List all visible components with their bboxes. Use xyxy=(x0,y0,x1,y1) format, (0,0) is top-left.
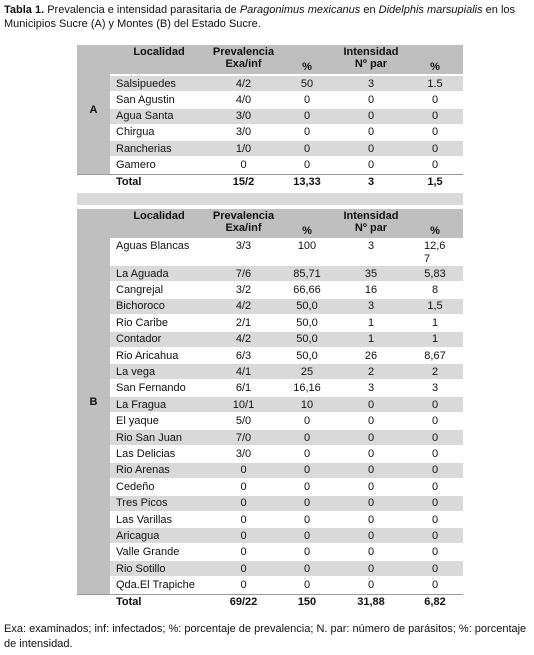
cell-loc: Las Varillas xyxy=(116,513,173,526)
cell-prev: 4/2 xyxy=(235,300,252,313)
cell-p1: 0 xyxy=(303,480,311,493)
table-row xyxy=(110,414,463,430)
caption-species-2: Didelphis marsupialis xyxy=(378,4,483,16)
cell-p2: 0 xyxy=(431,93,439,106)
cell-int: 0 xyxy=(367,529,375,542)
cell-p1: 16,16 xyxy=(293,382,321,395)
cell-prev: 4/2 xyxy=(235,333,252,346)
cell-loc: La vega xyxy=(116,365,156,378)
cell-prev: 7/0 xyxy=(235,431,252,444)
caption-text-c: en los Municipios Sucre (A) y Montes (B) del Estado Sucre. xyxy=(4,4,516,30)
total-p1: 150 xyxy=(297,596,317,608)
cell-p2: 0 xyxy=(431,562,439,575)
header-pct-prevalencia: % xyxy=(302,225,312,237)
cell-p1: 25 xyxy=(300,365,314,378)
cell-prev: 5/0 xyxy=(235,415,252,428)
cell-p1: 0 xyxy=(303,497,311,510)
cell-loc: Valle Grande xyxy=(116,546,180,559)
table-row xyxy=(110,430,463,446)
cell-prev: 0 xyxy=(240,159,247,171)
cell-int: 0 xyxy=(367,579,375,592)
table-row xyxy=(110,299,463,315)
cell-p1: 0 xyxy=(303,546,311,559)
header-localidad: Localidad xyxy=(133,210,185,222)
table-row xyxy=(110,76,463,92)
table-municipio-b xyxy=(77,209,463,614)
cell-p2: 0 xyxy=(431,126,439,139)
cell-p2: 8 xyxy=(431,283,439,296)
cell-prev: 0 xyxy=(240,579,247,592)
cell-prev: 0 xyxy=(240,464,247,477)
cell-int: 0 xyxy=(367,415,375,428)
header-pct-intensidad: % xyxy=(430,61,440,73)
cell-p2: 0 xyxy=(431,431,439,444)
cell-prev: 4/0 xyxy=(235,93,252,106)
total-p2: 1,5 xyxy=(427,175,443,188)
cell-prev: 7/6 xyxy=(235,267,252,280)
cell-int: 0 xyxy=(367,398,375,411)
cell-prev: 0 xyxy=(240,497,247,510)
total-row xyxy=(77,594,463,610)
total-prev: 15/2 xyxy=(232,175,255,188)
cell-p1: 50,0 xyxy=(296,316,318,329)
cell-prev: 4/2 xyxy=(235,77,252,90)
cell-p2: 12,67 xyxy=(424,240,446,265)
cell-p2: 0 xyxy=(431,447,439,460)
cell-p1: 0 xyxy=(303,159,311,171)
table-row xyxy=(110,381,463,397)
cell-p1: 50 xyxy=(300,77,314,90)
cell-loc: Rio Arenas xyxy=(116,464,170,477)
table-row xyxy=(110,266,463,282)
cell-prev: 3/2 xyxy=(235,283,252,296)
cell-int: 0 xyxy=(367,480,375,493)
cell-loc: Qda.El Trapiche xyxy=(116,579,195,592)
cell-p1: 0 xyxy=(303,464,311,477)
cell-p2: 0 xyxy=(431,110,439,123)
cell-p1: 50,0 xyxy=(296,300,318,313)
table-row xyxy=(110,479,463,495)
cell-p1: 10 xyxy=(300,398,314,411)
cell-int: 0 xyxy=(367,497,375,510)
header-localidad: Localidad xyxy=(133,46,185,58)
total-loc: Total xyxy=(116,596,142,608)
caption-species-1: Paragonimus mexicanus xyxy=(239,4,361,16)
cell-loc: Rio Aricahua xyxy=(116,349,179,362)
table-row xyxy=(110,109,463,125)
cell-p2: 1,5 xyxy=(427,300,443,313)
table-row xyxy=(110,332,463,348)
header-intensidad: Intensidad Nº par xyxy=(343,210,399,234)
cell-p2: 3 xyxy=(431,382,439,395)
cell-p2: 8,67 xyxy=(424,349,446,362)
cell-p2: 0 xyxy=(431,497,439,510)
table-row xyxy=(110,528,463,544)
table-municipio-a xyxy=(77,45,463,193)
cell-int: 1 xyxy=(367,333,375,346)
cell-int: 2 xyxy=(367,365,375,378)
cell-p1: 0 xyxy=(303,447,311,460)
cell-prev: 6/3 xyxy=(235,349,252,362)
cell-int: 0 xyxy=(367,546,375,559)
group-label-b: B xyxy=(77,209,110,594)
cell-int: 0 xyxy=(367,447,375,460)
cell-loc: Aricagua xyxy=(116,529,160,542)
cell-loc: Bichoroco xyxy=(116,300,165,313)
cell-p2: 1 xyxy=(431,316,439,329)
cell-p2: 0 xyxy=(431,142,439,155)
header-prevalencia: Prevalencia Exa/inf xyxy=(212,46,275,70)
cell-prev: 0 xyxy=(240,562,247,575)
cell-int: 26 xyxy=(364,349,378,362)
cell-int: 0 xyxy=(367,126,375,139)
cell-loc: La Fragua xyxy=(116,398,167,411)
cell-p1: 0 xyxy=(303,126,311,139)
total-p2: 6,82 xyxy=(424,596,446,608)
group-label-a: A xyxy=(77,45,110,174)
caption-text-b: en xyxy=(360,4,379,16)
cell-loc: San Agustin xyxy=(116,93,175,106)
cell-p1: 0 xyxy=(303,431,311,444)
cell-prev: 1/0 xyxy=(235,142,252,155)
cell-p2: 5,83 xyxy=(424,267,446,280)
total-loc: Total xyxy=(116,175,142,188)
cell-loc: Cangrejal xyxy=(116,283,164,296)
cell-p1: 0 xyxy=(303,142,311,155)
cell-loc: Chirgua xyxy=(116,126,155,139)
table-caption xyxy=(4,3,530,31)
header-prevalencia: Prevalencia Exa/inf xyxy=(212,210,275,234)
cell-p2: 1 xyxy=(431,333,439,346)
cell-p2: 0 xyxy=(431,480,439,493)
cell-int: 0 xyxy=(367,142,375,155)
table-row xyxy=(110,125,463,141)
table-row xyxy=(110,578,463,594)
cell-p2: 0 xyxy=(431,529,439,542)
cell-prev: 0 xyxy=(240,529,247,542)
cell-prev: 0 xyxy=(240,546,247,559)
cell-p1: 66,66 xyxy=(293,283,321,296)
table-row xyxy=(110,158,463,174)
table-footnote: Exa: examinados; inf: infectados; %: porcentaje de prevalencia; N. par: número de parásitos; %: porcentaje de intensidad. xyxy=(4,623,527,650)
cell-p1: 0 xyxy=(303,562,311,575)
cell-loc: Contador xyxy=(116,333,162,346)
cell-prev: 4/1 xyxy=(235,365,252,378)
cell-loc: La Aguada xyxy=(116,267,169,280)
cell-int: 35 xyxy=(364,267,378,280)
cell-loc: Rio Caribe xyxy=(116,316,168,329)
cell-prev: 6/1 xyxy=(235,382,252,395)
cell-prev: 3/3 xyxy=(235,240,252,252)
cell-p2: 0 xyxy=(431,398,439,411)
cell-prev: 0 xyxy=(240,513,247,526)
table-row xyxy=(110,496,463,512)
cell-int: 0 xyxy=(367,159,375,171)
table-row xyxy=(110,238,463,266)
cell-p1: 0 xyxy=(303,579,311,592)
cell-loc: Las Delicias xyxy=(116,447,176,460)
cell-p2: 0 xyxy=(431,464,439,477)
cell-p1: 50,0 xyxy=(296,333,318,346)
header-pct-prevalencia: % xyxy=(302,61,312,73)
cell-loc: El yaque xyxy=(116,415,159,428)
cell-prev: 0 xyxy=(240,480,247,493)
cell-p1: 0 xyxy=(303,110,311,123)
cell-int: 3 xyxy=(367,240,375,252)
cell-p2: 0 xyxy=(431,159,439,171)
table-row xyxy=(110,282,463,298)
cell-int: 0 xyxy=(367,110,375,123)
header-intensidad: Intensidad Nº par xyxy=(343,46,399,70)
cell-p2: 0 xyxy=(431,546,439,559)
cell-p1: 0 xyxy=(303,529,311,542)
table-row xyxy=(110,512,463,528)
cell-p1: 85,71 xyxy=(293,267,321,280)
cell-p1: 0 xyxy=(303,93,311,106)
cell-p1: 100 xyxy=(297,240,317,252)
cell-int: 1 xyxy=(367,316,375,329)
table-row xyxy=(110,364,463,380)
cell-prev: 3/0 xyxy=(235,110,252,123)
table-row xyxy=(110,561,463,577)
cell-loc: Tres Picos xyxy=(116,497,168,510)
table-row xyxy=(110,545,463,561)
cell-int: 0 xyxy=(367,464,375,477)
total-prev: 69/22 xyxy=(229,596,258,608)
cell-loc: Rio San Juan xyxy=(116,431,183,444)
cell-int: 0 xyxy=(367,562,375,575)
table-a-header xyxy=(110,45,463,75)
table-row xyxy=(110,446,463,462)
cell-p2: 0 xyxy=(431,513,439,526)
cell-p2: 2 xyxy=(431,365,439,378)
cell-int: 0 xyxy=(367,513,375,526)
table-row xyxy=(110,141,463,157)
table-b-header xyxy=(110,209,463,239)
table-separator xyxy=(77,193,463,205)
table-row xyxy=(110,315,463,331)
cell-int: 0 xyxy=(367,93,375,106)
total-int: 31,88 xyxy=(357,596,385,608)
cell-loc: Rancherias xyxy=(116,142,172,155)
table-row xyxy=(110,397,463,413)
caption-text-a: Prevalencia e intensidad parasitaria de xyxy=(44,4,240,16)
table-row xyxy=(110,92,463,108)
cell-p1: 0 xyxy=(303,513,311,526)
cell-p2: 0 xyxy=(431,415,439,428)
cell-loc: Gamero xyxy=(116,159,156,171)
table-row xyxy=(110,348,463,364)
cell-int: 3 xyxy=(367,382,375,395)
cell-int: 3 xyxy=(367,300,375,313)
cell-int: 0 xyxy=(367,431,375,444)
cell-prev: 10/1 xyxy=(232,398,255,411)
table-row xyxy=(110,463,463,479)
header-pct-intensidad: % xyxy=(430,225,440,237)
cell-loc: Agua Santa xyxy=(116,110,174,123)
total-int: 3 xyxy=(367,175,375,188)
cell-loc: Rio Sotillo xyxy=(116,562,166,575)
cell-int: 16 xyxy=(364,283,378,296)
cell-p2: 0 xyxy=(431,579,439,592)
cell-p1: 50,0 xyxy=(296,349,318,362)
cell-loc: Cedeño xyxy=(116,480,155,493)
cell-loc: Aguas Blancas xyxy=(116,240,190,252)
cell-loc: San Fernando xyxy=(116,382,186,395)
cell-loc: Salsipuedes xyxy=(116,77,176,90)
cell-prev: 3/0 xyxy=(235,126,252,139)
cell-p2: 1.5 xyxy=(427,77,443,90)
cell-prev: 3/0 xyxy=(235,447,252,460)
cell-int: 3 xyxy=(367,77,375,90)
cell-prev: 2/1 xyxy=(235,316,252,329)
total-row xyxy=(77,174,463,190)
cell-p1: 0 xyxy=(303,415,311,428)
total-p1: 13,33 xyxy=(293,175,321,188)
caption-label: Tabla 1. xyxy=(4,4,45,16)
